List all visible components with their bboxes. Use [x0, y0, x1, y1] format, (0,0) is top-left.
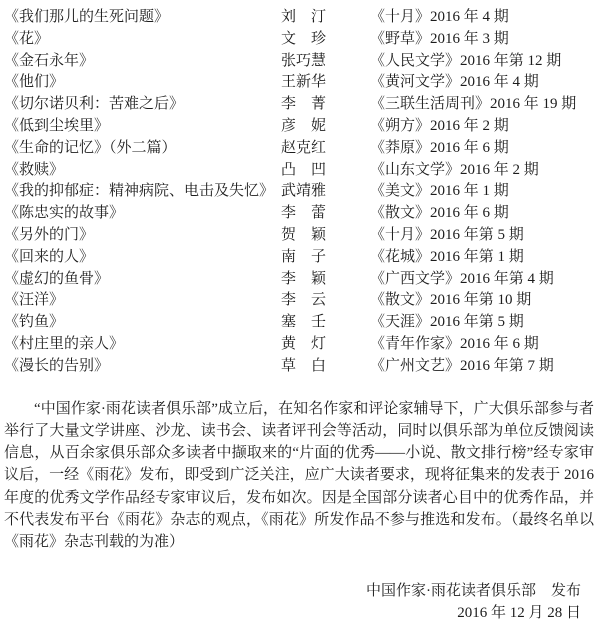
work-title: 《虚幻的鱼骨》 — [4, 270, 110, 287]
work-title: 《汪洋》 — [4, 292, 65, 309]
ranking-row — [4, 269, 596, 291]
author-name: 贺 颖 — [281, 226, 327, 243]
ranking-row — [4, 29, 596, 51]
publication-info: 《十月》2016 年 4 期 — [370, 9, 509, 25]
publication-info: 《人民文学》2016 年第 12 期 — [370, 52, 562, 69]
author-name: 彦 妮 — [281, 117, 327, 134]
publication-info: 《散文》2016 年 6 期 — [370, 205, 509, 222]
publication-info: 《朔方》2016 年 2 期 — [370, 117, 509, 134]
date-line: 2016 年 12 月 28 日 — [457, 605, 581, 622]
publication-info: 《广州文艺》2016 年第 7 期 — [370, 357, 554, 374]
ranking-row — [4, 51, 596, 73]
issuer-line: 中国作家·雨花读者俱乐部 发布 — [366, 582, 581, 599]
work-title: 《切尔诺贝利：苦难之后》 — [4, 96, 185, 113]
author-name: 文 珍 — [281, 30, 327, 47]
author-name: 李 菁 — [281, 96, 327, 113]
ranking-row — [4, 203, 596, 225]
work-title: 《村庄里的亲人》 — [4, 335, 125, 352]
work-title: 《钓鱼》 — [4, 314, 65, 331]
author-name: 黄 灯 — [281, 335, 327, 352]
work-title: 《金石永年》 — [4, 52, 95, 69]
work-title: 《生命的记忆》（外二篇） — [4, 139, 177, 156]
publication-info: 《天涯》2016 年第 5 期 — [370, 314, 524, 331]
author-name: 刘 汀 — [281, 9, 327, 25]
publication-info: 《山东文学》2016 年 2 期 — [370, 161, 539, 178]
publication-info: 《美文》2016 年 1 期 — [370, 183, 509, 200]
author-name: 张巧慧 — [281, 52, 327, 69]
author-name: 南 子 — [281, 248, 327, 265]
author-name: 凸 凹 — [281, 161, 327, 178]
ranking-row — [4, 72, 596, 94]
publication-info: 《青年作家》2016 年 6 期 — [370, 335, 539, 352]
author-name: 赵克红 — [281, 139, 327, 156]
author-name: 塞 壬 — [281, 314, 327, 331]
publication-info: 《花城》2016 年第 1 期 — [370, 248, 524, 265]
author-name: 李 颖 — [281, 270, 327, 287]
work-title: 《我的抑郁症：精神病院、电击及失忆》 — [4, 183, 275, 200]
ranking-row — [4, 181, 596, 203]
ranking-row — [4, 247, 596, 269]
publication-info: 《三联生活周刊》2016 年 19 期 — [370, 96, 577, 113]
work-title: 《救赎》 — [4, 161, 65, 178]
work-title: 《漫长的告别》 — [4, 357, 110, 374]
ranking-row — [4, 94, 596, 116]
publication-info: 《黄河文学》2016 年 4 期 — [370, 74, 539, 91]
ranking-row — [4, 138, 596, 160]
work-title: 《我们那儿的生死问题》 — [4, 9, 170, 25]
work-title: 《回来的人》 — [4, 248, 95, 265]
publication-info: 《散文》2016 年第 10 期 — [370, 292, 532, 309]
work-title: 《他们》 — [4, 74, 65, 91]
ranking-row — [4, 7, 596, 29]
author-name: 李 蕾 — [281, 205, 327, 222]
announcement-paragraph: “中国作家·雨花读者俱乐部”成立后，在知名作家和评论家辅导下，广大俱乐部参与者举行了大量文学讲座、沙龙、读书会、读者评刊会等活动，同时以俱乐部为单位反馈阅读信息，从百余家俱乐部众多读者中撷取来的“片面的优秀——小说、散文排行榜”经专家审议后，一经《雨花》发布，即受到广泛关注，应广大读者要求，现将征集来的发表于 2016 年度的优秀文学作品经专家审议后，发布如次。因是全国部分读者心目中的优秀作品，并不代表发布平台《雨花》杂志的观点，《雨花》所发作品不参与推选和发布。（最终名单以《雨花》杂志刊载的为准） — [4, 400, 594, 551]
author-name: 武靖雅 — [281, 183, 327, 200]
ranking-row — [4, 312, 596, 334]
work-title: 《另外的门》 — [4, 226, 95, 243]
ranking-row — [4, 116, 596, 138]
publication-info: 《野草》2016 年 3 期 — [370, 30, 509, 47]
ranking-row — [4, 334, 596, 356]
publication-info: 《十月》2016 年第 5 期 — [370, 226, 524, 243]
author-name: 草 白 — [281, 357, 327, 374]
publication-info: 《广西文学》2016 年第 4 期 — [370, 270, 554, 287]
signature-block — [4, 580, 596, 625]
author-name: 李 云 — [281, 292, 327, 309]
ranking-row — [4, 160, 596, 182]
ranking-list — [4, 7, 596, 378]
work-title: 《低到尘埃里》 — [4, 117, 110, 134]
publication-info: 《莽原》2016 年 6 期 — [370, 139, 509, 156]
author-name: 王新华 — [281, 74, 327, 91]
ranking-row — [4, 356, 596, 378]
work-title: 《花》 — [4, 30, 50, 47]
work-title: 《陈忠实的故事》 — [4, 205, 125, 222]
ranking-row — [4, 225, 596, 247]
ranking-row — [4, 290, 596, 312]
